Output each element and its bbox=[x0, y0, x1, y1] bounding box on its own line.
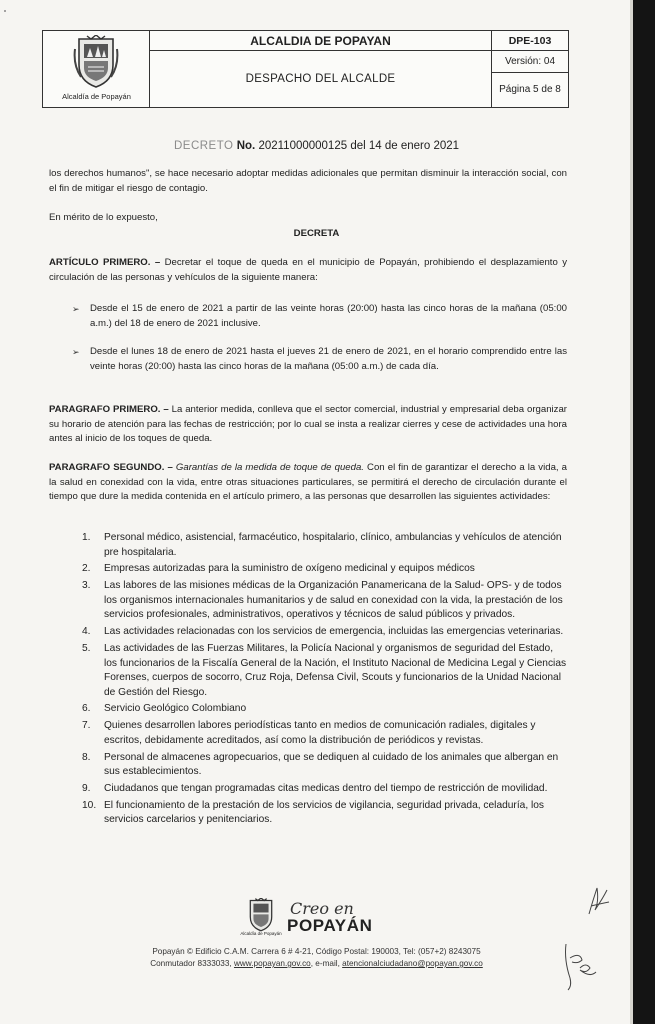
list-item-text: Las actividades relacionadas con los servicios de emergencia, incluidas las emergencias veterinarias. bbox=[104, 626, 564, 638]
schedule-item-2: Desde el lunes 18 de enero de 2021 hasta el jueves 21 de enero de 2021, en el horario comprendido entre las veinte horas (20:00) hasta las cinco horas de la mañana (05:00 a.m.) de cada día. bbox=[90, 346, 567, 372]
list-item bbox=[82, 799, 567, 828]
list-item-number: 7. bbox=[82, 720, 91, 732]
footer-website-link[interactable]: www.popayan.gov.co bbox=[233, 959, 311, 968]
list-item bbox=[82, 625, 567, 640]
decreta-heading: DECRETA bbox=[293, 228, 340, 239]
list-item bbox=[82, 702, 567, 717]
paragraph-two bbox=[49, 461, 567, 505]
list-item-text: Personal de almacenes agropecuarios, que se dediquen al cuidado de los animales que albergan en sus establecimientos. bbox=[104, 751, 559, 778]
list-item-text: Servicio Geológico Colombiano bbox=[104, 703, 247, 715]
article-one bbox=[49, 256, 567, 285]
list-item bbox=[82, 562, 567, 577]
list-item-number: 4. bbox=[82, 626, 91, 638]
list-item-number: 10. bbox=[82, 799, 97, 811]
list-item-number: 9. bbox=[82, 783, 91, 794]
list-item bbox=[82, 642, 567, 700]
article-one-text: Decretar el toque de queda en el municipio de Popayán, prohibiendo el desplazamiento y circulación de las personas y vehículos de la siguiente manera: bbox=[49, 257, 567, 283]
list-item-number: 6. bbox=[82, 703, 91, 715]
article-one-label: ARTÍCULO PRIMERO. – bbox=[49, 257, 161, 268]
footer-email-link[interactable]: atencionalciudadano@popayan.gov.co bbox=[342, 959, 483, 968]
arrow-bullet-icon: ➢ bbox=[72, 347, 80, 357]
coat-of-arms-icon bbox=[73, 35, 119, 89]
footer-address: Popayán © Edificio C.A.M. Carrera 6 # 4-21, Código Postal: 190003, Tel: (057+2) 8243075 bbox=[152, 947, 481, 956]
scan-dust bbox=[4, 10, 6, 12]
list-item-text: Las actividades de las Fuerzas Militares, la Policía Nacional y organismos de seguridad del Estado, los funcionarios de la Fiscalía General de la Nación, el Instituto Nacional de Medicina Legal y Ciencias Forenses, cuerpos de socorro, Cruz Roja, Defensa Civil, Scouts y funcionarios de la Unidad Nacional de Gestión del Riesgo. bbox=[104, 642, 567, 698]
footer-logo-caption: Alcaldía de Popayán bbox=[240, 931, 282, 936]
decree-number-date: 20211000000125 del 14 de enero 2021 bbox=[258, 140, 460, 152]
document-code: DPE-103 bbox=[492, 31, 568, 51]
list-item-text: Quienes desarrollen labores periodísticas tanto en medios de comunicación radiales, digitales y escritos, debidamente acreditados, así como la distribución de periódicos y revistas. bbox=[104, 720, 536, 746]
paragraph-one-text: La anterior medida, conlleva que el sector comercial, industrial y empresarial deba organizar su horario de atención para las fechas de restricción; por lo cual se insta a realizar cierres y cese de actividades una hora antes al inicio de los toques de queda. bbox=[49, 404, 568, 444]
list-item bbox=[82, 782, 567, 797]
slogan-top: Creo en bbox=[290, 899, 354, 918]
list-item-number: 3. bbox=[82, 580, 91, 592]
list-item-number: 2. bbox=[82, 563, 91, 575]
decree-word: DECRETO bbox=[173, 140, 234, 152]
decree-no: No. bbox=[236, 140, 256, 152]
footer-contact bbox=[0, 959, 633, 968]
document-version: Versión: 04 bbox=[492, 51, 568, 73]
paragraph-two-text: Con el fin de garantizar el derecho a la vida, a la salud en conexidad con la vida, entre otras situaciones particulares, se permitirá el derecho de circulación durante el tiempo que dure la medida contenida en el artículo primero, a las personas que desarrollen las siguientes actividades: bbox=[49, 462, 567, 502]
list-item-text: Ciudadanos que tengan programadas citas medicas dentro del tiempo de restricción de movilidad. bbox=[104, 783, 548, 794]
decree-title bbox=[0, 140, 633, 152]
slogan-bottom: POPAYÁN bbox=[287, 916, 373, 935]
list-item-text: Personal médico, asistencial, farmacéutico, hospitalario, clínico, ambulancias y vehículos de atención pre hospitalaria. bbox=[104, 532, 562, 558]
scan-edge bbox=[633, 0, 655, 1024]
list-item bbox=[82, 531, 567, 560]
list-item-number: 5. bbox=[82, 642, 91, 654]
paragraph-one bbox=[49, 403, 567, 447]
list-item-text: Las labores de las misiones médicas de la Organización Panamericana de la Salud- OPS- y de todos los organismos internacionales humanitarios y de salud en conexidad con la vida, la prestación de los servicios profesionales, administrativos, operativos y técnicos de salud públicos y privados. bbox=[104, 580, 563, 621]
handwritten-signature bbox=[556, 938, 600, 994]
footer-coat-of-arms-icon bbox=[246, 898, 276, 932]
schedule-item-1: Desde el 15 de enero de 2021 a partir de las veinte horas (20:00) hasta las cinco horas de la mañana (05:00 a.m.) del 18 de enero de 2021 inclusive. bbox=[90, 303, 567, 329]
header-logo-cell bbox=[43, 31, 150, 107]
list-item bbox=[82, 579, 567, 623]
institution-name: ALCALDIA DE POPAYAN bbox=[150, 31, 492, 51]
list-item-number: 8. bbox=[82, 751, 91, 763]
list-item-text: El funcionamiento de la prestación de los servicios de vigilancia, seguridad privada, celaduría, los servicios carcelarios y penitenciarios. bbox=[104, 799, 545, 826]
arrow-bullet-icon: ➢ bbox=[72, 304, 80, 314]
header-logo-caption: Alcaldía de Popayán bbox=[62, 92, 131, 101]
merit-line: En mérito de lo expuesto, bbox=[49, 212, 158, 223]
document-header bbox=[42, 30, 569, 108]
intro-paragraph: los derechos humanos", se hace necesario adoptar medidas adicionales que permitan disminuir la interacción social, con el fin de mitigar el riesgo de contagio. bbox=[49, 168, 567, 194]
paragraph-two-italic: Garantías de la medida de toque de queda. bbox=[175, 462, 364, 473]
list-item bbox=[82, 751, 567, 780]
footer-switchboard: Conmutador 8333033, bbox=[150, 959, 232, 968]
list-item bbox=[82, 719, 567, 748]
handwritten-initials bbox=[583, 880, 613, 920]
footer-email-label: , e-mail, bbox=[310, 959, 340, 968]
paragraph-one-label: PARAGRAFO PRIMERO. – bbox=[49, 404, 169, 415]
activities-list bbox=[82, 531, 567, 830]
paragraph-two-label: PARAGRAFO SEGUNDO. – bbox=[49, 462, 173, 473]
list-item-number: 1. bbox=[82, 532, 91, 543]
list-item-text: Empresas autorizadas para la suministro de oxígeno medicinal y equipos médicos bbox=[104, 563, 475, 575]
page-number: Página 5 de 8 bbox=[499, 84, 561, 95]
office-name: DESPACHO DEL ALCALDE bbox=[150, 51, 492, 107]
